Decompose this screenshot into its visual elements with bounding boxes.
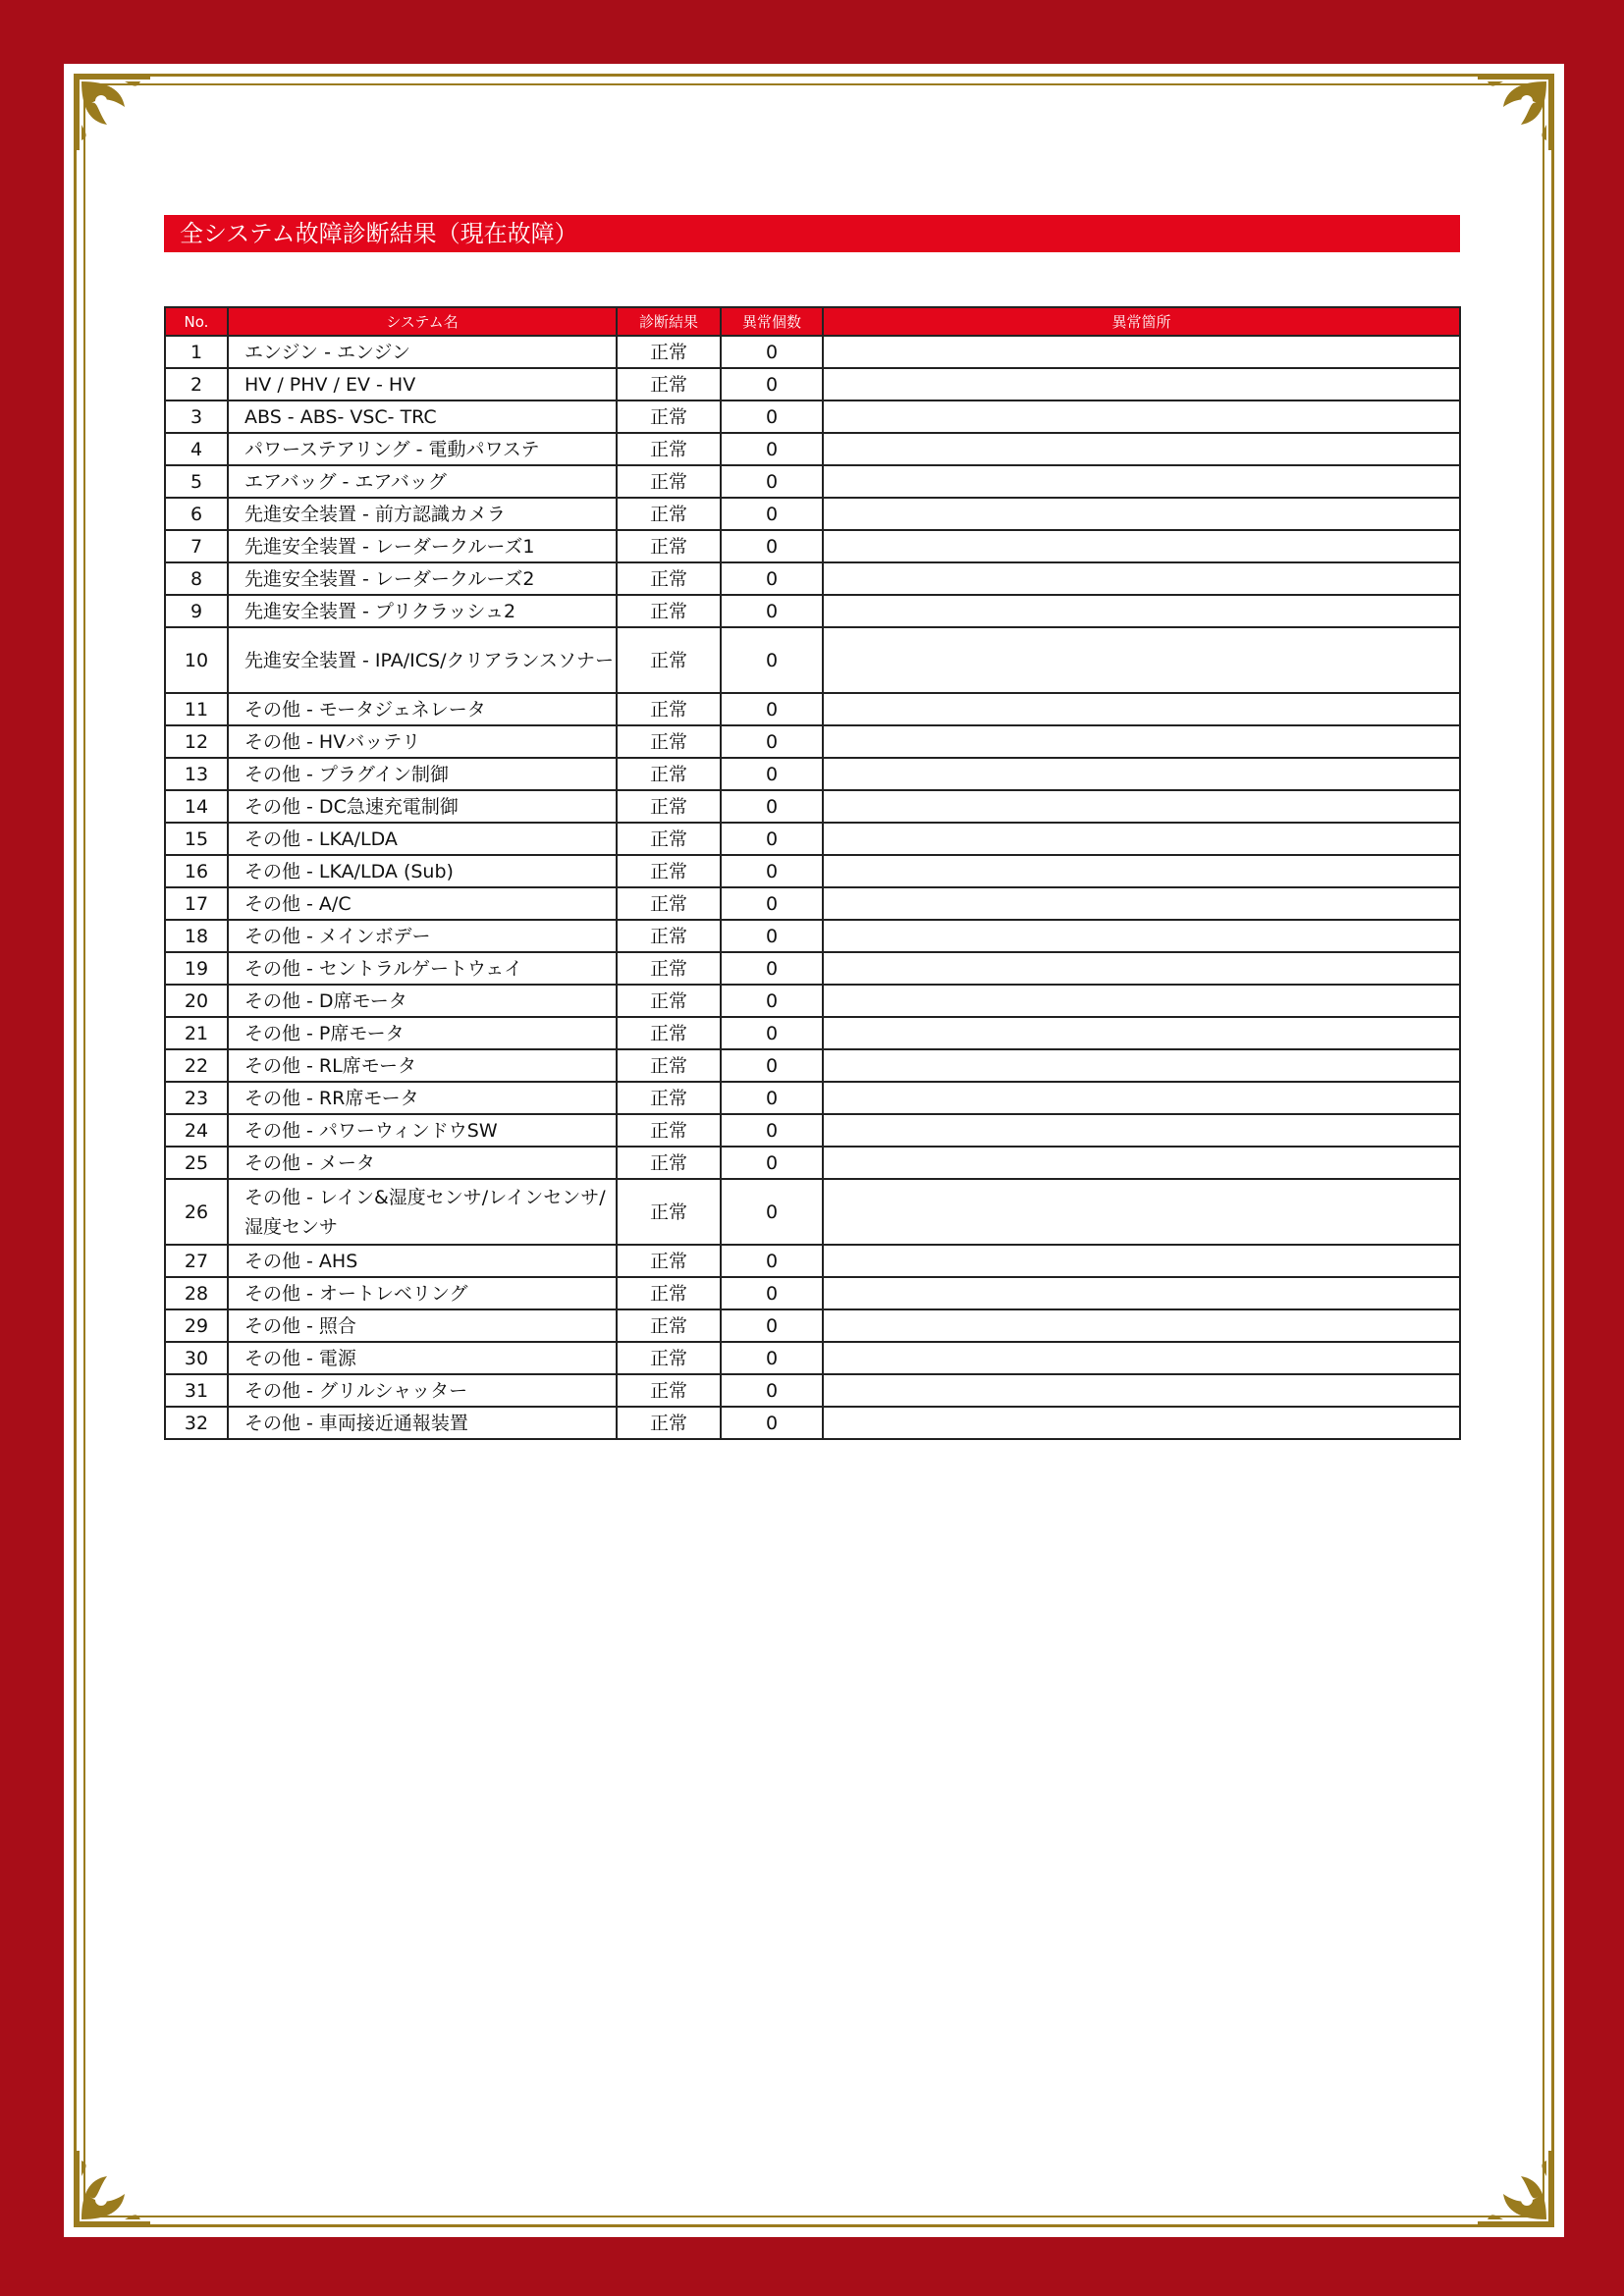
cell-error-location <box>823 1147 1460 1179</box>
cell-error-location <box>823 725 1460 758</box>
cell-error-count: 0 <box>721 1082 823 1114</box>
cell-error-count: 0 <box>721 790 823 823</box>
cell-error-count: 0 <box>721 433 823 465</box>
cell-error-count: 0 <box>721 595 823 627</box>
table-row <box>165 855 1460 887</box>
cell-no: 27 <box>165 1245 228 1277</box>
corner-ornament-icon <box>68 2145 156 2233</box>
column-header-result: 診断結果 <box>617 307 721 336</box>
cell-system-name: その他 - 車両接近通報装置 <box>228 1407 617 1439</box>
cell-error-location <box>823 595 1460 627</box>
cell-error-location <box>823 465 1460 498</box>
cell-diagnosis-result: 正常 <box>617 1309 721 1342</box>
table-row <box>165 1245 1460 1277</box>
cell-diagnosis-result: 正常 <box>617 985 721 1017</box>
cell-no: 6 <box>165 498 228 530</box>
cell-diagnosis-result: 正常 <box>617 823 721 855</box>
table-row <box>165 465 1460 498</box>
cell-no: 31 <box>165 1374 228 1407</box>
cell-error-location <box>823 498 1460 530</box>
cell-no: 30 <box>165 1342 228 1374</box>
cell-error-count: 0 <box>721 530 823 562</box>
cell-error-count: 0 <box>721 1017 823 1049</box>
cell-no: 32 <box>165 1407 228 1439</box>
cell-error-count: 0 <box>721 1374 823 1407</box>
table-row <box>165 1374 1460 1407</box>
cell-error-count: 0 <box>721 1049 823 1082</box>
diagnosis-table <box>164 306 1461 1440</box>
cell-system-name: 先進安全装置 - レーダークルーズ2 <box>228 562 617 595</box>
cell-error-count: 0 <box>721 758 823 790</box>
cell-no: 20 <box>165 985 228 1017</box>
cell-error-location <box>823 1114 1460 1147</box>
cell-diagnosis-result: 正常 <box>617 627 721 693</box>
cell-error-count: 0 <box>721 985 823 1017</box>
column-header-count: 異常個数 <box>721 307 823 336</box>
table-row <box>165 498 1460 530</box>
cell-error-count: 0 <box>721 1147 823 1179</box>
cell-diagnosis-result: 正常 <box>617 1245 721 1277</box>
table-row <box>165 1179 1460 1245</box>
cell-system-name: ABS - ABS- VSC- TRC <box>228 400 617 433</box>
cell-error-location <box>823 1082 1460 1114</box>
cell-diagnosis-result: 正常 <box>617 1342 721 1374</box>
cell-error-location <box>823 1342 1460 1374</box>
cell-diagnosis-result: 正常 <box>617 1277 721 1309</box>
table-row <box>165 1277 1460 1309</box>
column-header-system: システム名 <box>228 307 617 336</box>
cell-error-count: 0 <box>721 1277 823 1309</box>
cell-diagnosis-result: 正常 <box>617 1374 721 1407</box>
column-header-location: 異常箇所 <box>823 307 1460 336</box>
cell-error-count: 0 <box>721 887 823 920</box>
corner-ornament-icon <box>1472 2145 1560 2233</box>
cell-system-name: その他 - LKA/LDA <box>228 823 617 855</box>
table-row <box>165 1309 1460 1342</box>
cell-diagnosis-result: 正常 <box>617 790 721 823</box>
cell-system-name: その他 - AHS <box>228 1245 617 1277</box>
table-row <box>165 823 1460 855</box>
cell-diagnosis-result: 正常 <box>617 368 721 400</box>
table-row <box>165 368 1460 400</box>
cell-diagnosis-result: 正常 <box>617 530 721 562</box>
cell-diagnosis-result: 正常 <box>617 952 721 985</box>
cell-error-count: 0 <box>721 336 823 368</box>
cell-error-count: 0 <box>721 725 823 758</box>
cell-error-count: 0 <box>721 823 823 855</box>
cell-no: 22 <box>165 1049 228 1082</box>
cell-diagnosis-result: 正常 <box>617 1407 721 1439</box>
cell-no: 15 <box>165 823 228 855</box>
cell-system-name: その他 - RR席モータ <box>228 1082 617 1114</box>
cell-error-count: 0 <box>721 1407 823 1439</box>
cell-system-name: 先進安全装置 - 前方認識カメラ <box>228 498 617 530</box>
cell-error-location <box>823 400 1460 433</box>
cell-system-name: その他 - パワーウィンドウSW <box>228 1114 617 1147</box>
report-title: 全システム故障診断結果（現在故障） <box>164 215 1460 252</box>
table-row <box>165 1114 1460 1147</box>
cell-diagnosis-result: 正常 <box>617 1082 721 1114</box>
table-row <box>165 920 1460 952</box>
cell-error-location <box>823 1374 1460 1407</box>
cell-error-location <box>823 920 1460 952</box>
report-page <box>64 64 1564 2237</box>
cell-diagnosis-result: 正常 <box>617 758 721 790</box>
table-row <box>165 1049 1460 1082</box>
cell-error-count: 0 <box>721 368 823 400</box>
cell-system-name: その他 - DC急速充電制御 <box>228 790 617 823</box>
cell-diagnosis-result: 正常 <box>617 1114 721 1147</box>
cell-system-name: エンジン - エンジン <box>228 336 617 368</box>
cell-error-count: 0 <box>721 1114 823 1147</box>
cell-no: 26 <box>165 1179 228 1245</box>
cell-diagnosis-result: 正常 <box>617 1147 721 1179</box>
cell-no: 5 <box>165 465 228 498</box>
cell-error-location <box>823 952 1460 985</box>
table-row <box>165 985 1460 1017</box>
cell-error-location <box>823 1049 1460 1082</box>
cell-error-count: 0 <box>721 952 823 985</box>
cell-diagnosis-result: 正常 <box>617 433 721 465</box>
table-row <box>165 952 1460 985</box>
cell-system-name: その他 - P席モータ <box>228 1017 617 1049</box>
cell-system-name: 先進安全装置 - プリクラッシュ2 <box>228 595 617 627</box>
cell-no: 23 <box>165 1082 228 1114</box>
cell-diagnosis-result: 正常 <box>617 400 721 433</box>
cell-system-name: その他 - グリルシャッター <box>228 1374 617 1407</box>
cell-error-count: 0 <box>721 1179 823 1245</box>
cell-system-name: パワーステアリング - 電動パワステ <box>228 433 617 465</box>
column-header-no: No. <box>165 307 228 336</box>
cell-no: 11 <box>165 693 228 725</box>
cell-system-name: その他 - 電源 <box>228 1342 617 1374</box>
cell-diagnosis-result: 正常 <box>617 725 721 758</box>
cell-error-count: 0 <box>721 693 823 725</box>
cell-diagnosis-result: 正常 <box>617 562 721 595</box>
cell-system-name: その他 - プラグイン制御 <box>228 758 617 790</box>
cell-error-location <box>823 758 1460 790</box>
cell-error-count: 0 <box>721 562 823 595</box>
cell-no: 4 <box>165 433 228 465</box>
cell-no: 16 <box>165 855 228 887</box>
cell-system-name: その他 - メインボデー <box>228 920 617 952</box>
cell-error-count: 0 <box>721 627 823 693</box>
table-row <box>165 693 1460 725</box>
cell-error-location <box>823 1309 1460 1342</box>
table-row <box>165 790 1460 823</box>
cell-error-location <box>823 887 1460 920</box>
cell-no: 17 <box>165 887 228 920</box>
cell-system-name: その他 - オートレベリング <box>228 1277 617 1309</box>
table-row <box>165 595 1460 627</box>
table-row <box>165 1147 1460 1179</box>
cell-diagnosis-result: 正常 <box>617 498 721 530</box>
table-row <box>165 433 1460 465</box>
cell-diagnosis-result: 正常 <box>617 595 721 627</box>
cell-system-name: その他 - 照合 <box>228 1309 617 1342</box>
cell-diagnosis-result: 正常 <box>617 1017 721 1049</box>
cell-no: 13 <box>165 758 228 790</box>
cell-no: 25 <box>165 1147 228 1179</box>
cell-error-location <box>823 1017 1460 1049</box>
table-row <box>165 725 1460 758</box>
cell-no: 24 <box>165 1114 228 1147</box>
cell-error-location <box>823 693 1460 725</box>
cell-error-count: 0 <box>721 465 823 498</box>
cell-diagnosis-result: 正常 <box>617 920 721 952</box>
table-row <box>165 1342 1460 1374</box>
cell-diagnosis-result: 正常 <box>617 1179 721 1245</box>
cell-no: 9 <box>165 595 228 627</box>
cell-no: 14 <box>165 790 228 823</box>
cell-system-name: その他 - セントラルゲートウェイ <box>228 952 617 985</box>
cell-error-count: 0 <box>721 1309 823 1342</box>
cell-system-name: エアバッグ - エアバッグ <box>228 465 617 498</box>
cell-error-location <box>823 1245 1460 1277</box>
cell-no: 3 <box>165 400 228 433</box>
cell-error-location <box>823 985 1460 1017</box>
table-row <box>165 530 1460 562</box>
cell-no: 2 <box>165 368 228 400</box>
cell-diagnosis-result: 正常 <box>617 855 721 887</box>
table-row <box>165 336 1460 368</box>
cell-error-count: 0 <box>721 855 823 887</box>
cell-diagnosis-result: 正常 <box>617 465 721 498</box>
cell-no: 7 <box>165 530 228 562</box>
cell-system-name: その他 - LKA/LDA (Sub) <box>228 855 617 887</box>
cell-error-location <box>823 1179 1460 1245</box>
cell-error-location <box>823 790 1460 823</box>
cell-system-name: その他 - A/C <box>228 887 617 920</box>
cell-error-count: 0 <box>721 1245 823 1277</box>
cell-no: 29 <box>165 1309 228 1342</box>
cell-error-location <box>823 336 1460 368</box>
cell-error-location <box>823 368 1460 400</box>
table-row <box>165 1017 1460 1049</box>
cell-error-count: 0 <box>721 400 823 433</box>
cell-system-name: その他 - HVバッテリ <box>228 725 617 758</box>
cell-error-location <box>823 1407 1460 1439</box>
cell-system-name: その他 - レイン&湿度センサ/レインセンサ/湿度センサ <box>228 1179 617 1245</box>
table-row <box>165 562 1460 595</box>
cell-system-name: その他 - RL席モータ <box>228 1049 617 1082</box>
cell-system-name: HV / PHV / EV - HV <box>228 368 617 400</box>
corner-ornament-icon <box>1472 68 1560 156</box>
cell-error-location <box>823 855 1460 887</box>
cell-error-location <box>823 1277 1460 1309</box>
cell-error-location <box>823 433 1460 465</box>
table-header-row <box>165 307 1460 336</box>
cell-no: 12 <box>165 725 228 758</box>
cell-error-count: 0 <box>721 498 823 530</box>
cell-diagnosis-result: 正常 <box>617 693 721 725</box>
table-row <box>165 627 1460 693</box>
cell-system-name: その他 - メータ <box>228 1147 617 1179</box>
cell-system-name: 先進安全装置 - IPA/ICS/クリアランスソナー <box>228 627 617 693</box>
cell-error-location <box>823 823 1460 855</box>
cell-no: 21 <box>165 1017 228 1049</box>
table-row <box>165 1407 1460 1439</box>
cell-error-location <box>823 627 1460 693</box>
table-row <box>165 887 1460 920</box>
corner-ornament-icon <box>68 68 156 156</box>
cell-no: 1 <box>165 336 228 368</box>
cell-error-location <box>823 530 1460 562</box>
cell-system-name: 先進安全装置 - レーダークルーズ1 <box>228 530 617 562</box>
table-row <box>165 758 1460 790</box>
cell-error-count: 0 <box>721 1342 823 1374</box>
table-row <box>165 1082 1460 1114</box>
cell-no: 18 <box>165 920 228 952</box>
table-body <box>165 336 1460 1439</box>
cell-error-location <box>823 562 1460 595</box>
cell-diagnosis-result: 正常 <box>617 887 721 920</box>
cell-no: 8 <box>165 562 228 595</box>
table-row <box>165 400 1460 433</box>
cell-no: 28 <box>165 1277 228 1309</box>
cell-no: 10 <box>165 627 228 693</box>
cell-no: 19 <box>165 952 228 985</box>
cell-system-name: その他 - D席モータ <box>228 985 617 1017</box>
cell-diagnosis-result: 正常 <box>617 336 721 368</box>
cell-error-count: 0 <box>721 920 823 952</box>
cell-system-name: その他 - モータジェネレータ <box>228 693 617 725</box>
cell-diagnosis-result: 正常 <box>617 1049 721 1082</box>
